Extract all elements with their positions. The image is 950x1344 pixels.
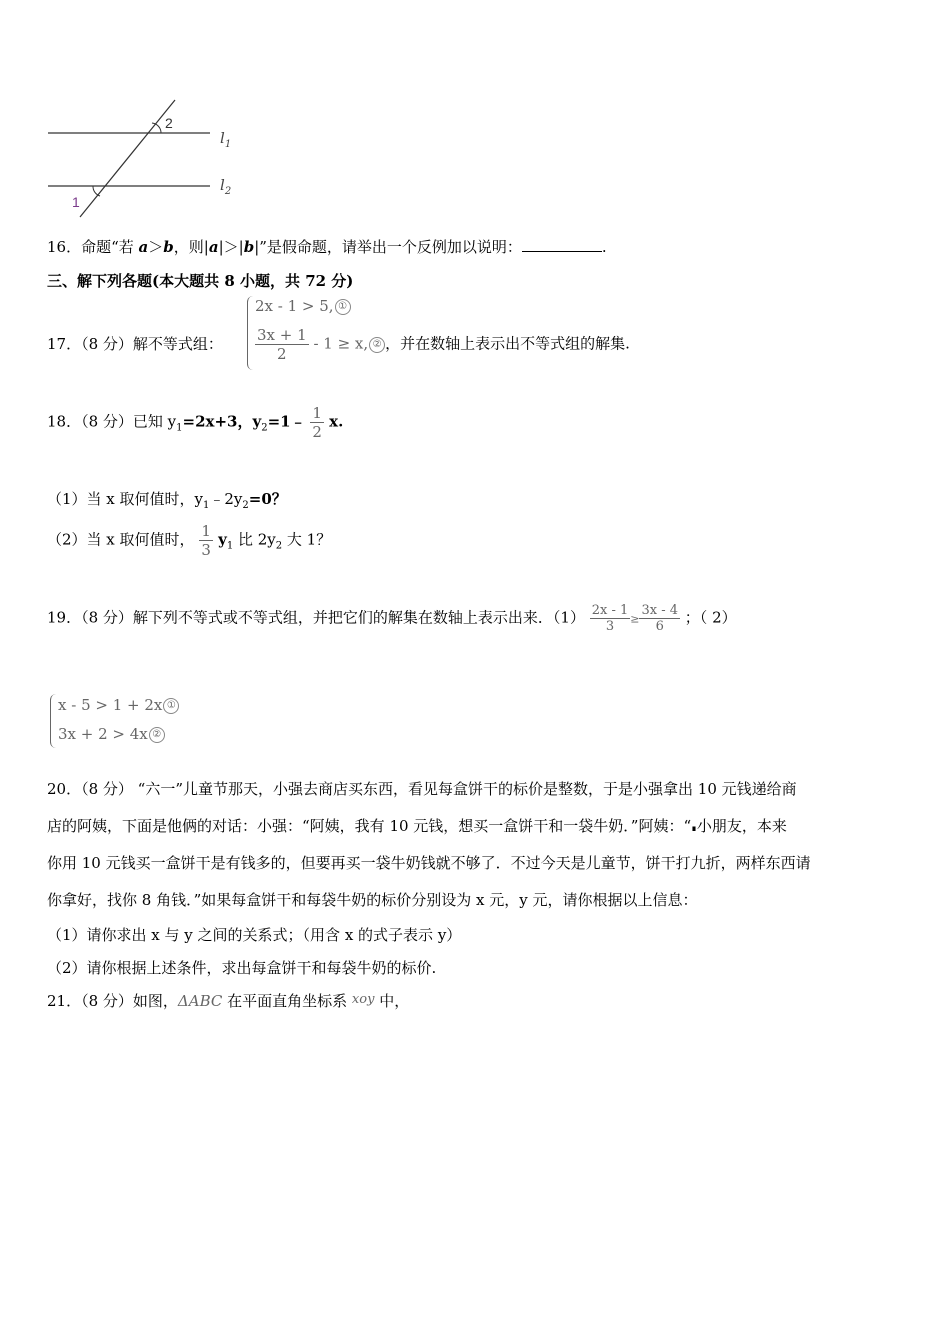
question-20-line-3: 你用 10 元钱买一盒饼干是有钱多的，但要再买一袋牛奶钱就不够了．不过今天是儿童节，饼干打九折，两样东西请 <box>47 854 811 872</box>
angle-2-arc <box>152 123 161 133</box>
parallel-lines-figure <box>40 95 250 225</box>
q17-inequality-1: 2x - 1 > 5, ① <box>255 297 351 315</box>
l1-label: $l_1$ <box>220 129 232 150</box>
angle-1-label: 1 <box>72 194 80 210</box>
question-20-line-1: 20．（8 分） “六一”儿童节那天，小强去商店买东西，看见每盒饼干的标价是整数，于是小强拿出 10 元钱递给商 <box>47 780 797 798</box>
transversal-line <box>80 100 175 217</box>
question-21: 21．（8 分）如图，ΔABC 在平面直角坐标系 xoy 中， <box>47 992 410 1010</box>
l2-label: $l_2$ <box>220 176 232 197</box>
question-20-part-1: （1）请你求出 x 与 y 之间的关系式；（用含 x 的式子表示 y） <box>47 926 462 944</box>
q18-fraction: $\frac{1}{2}$ <box>312 404 322 441</box>
q18-part2-fraction: $\frac{1}{3}$ <box>201 522 211 559</box>
question-16: 16．命题“若 a＞b，则|a|＞|b|”是假命题，请举出一个反例加以说明： . <box>47 238 607 256</box>
angle-2-label: 2 <box>165 115 173 131</box>
question-18-part-1: （1）当 x 取何值时，$y_1﹣2y_2=0$？ <box>47 490 287 511</box>
q19-system-line-2: 3x + 2 > 4x ② <box>58 725 165 743</box>
q17-label: 17．（8 分）解不等式组： <box>47 335 223 353</box>
question-18-part-2: （2）当 x 取何值时， $\frac{1}{3}$ $y_1$ 比 $2y_2$ 大 1？ <box>47 522 332 559</box>
q19-fraction-1: $\frac{2x - 1}{3}$ <box>591 603 629 634</box>
section-3-title: 三、解下列各题(本大题共 8 小题，共 72 分) <box>47 272 354 290</box>
q17-inequality-2: $\frac{3x + 1}{2}$ - 1 ≥ x, ② ，并在数轴上表示出不等式组的解集. <box>257 326 630 363</box>
question-20-line-2: 店的阿姨，下面是他俩的对话：小强：“阿姨，我有 10 元钱，想买一盒饼干和一袋牛奶．”阿姨：“∎小朋友，本来 <box>47 817 787 835</box>
answer-blank[interactable] <box>522 237 602 252</box>
question-20-part-2: （2）请你根据上述条件，求出每盒饼干和每袋牛奶的标价. <box>47 959 437 977</box>
question-18: 18．（8 分）已知 $y_1=2x+3$，$y_2=1﹣$ $\frac{1}{2}$ x. <box>47 404 344 441</box>
q19-fraction-2: $\frac{3x - 4}{6}$ <box>641 603 679 634</box>
q19-system-line-1: x - 5 > 1 + 2x ① <box>58 696 179 714</box>
question-20-line-4: 你拿好，找你 8 角钱．”如果每盒饼干和每袋牛奶的标价分别设为 x 元，y 元，请你根据以上信息： <box>47 891 698 909</box>
q17-fraction: $\frac{3x + 1}{2}$ <box>257 326 307 363</box>
question-19: 19．（8 分）解下列不等式或不等式组，并把它们的解集在数轴上表示出来．（1） $\frac{2x - 1}{3}$ ≥ $\frac{3x - 4}{6}$ ；（ 2） <box>47 603 737 634</box>
